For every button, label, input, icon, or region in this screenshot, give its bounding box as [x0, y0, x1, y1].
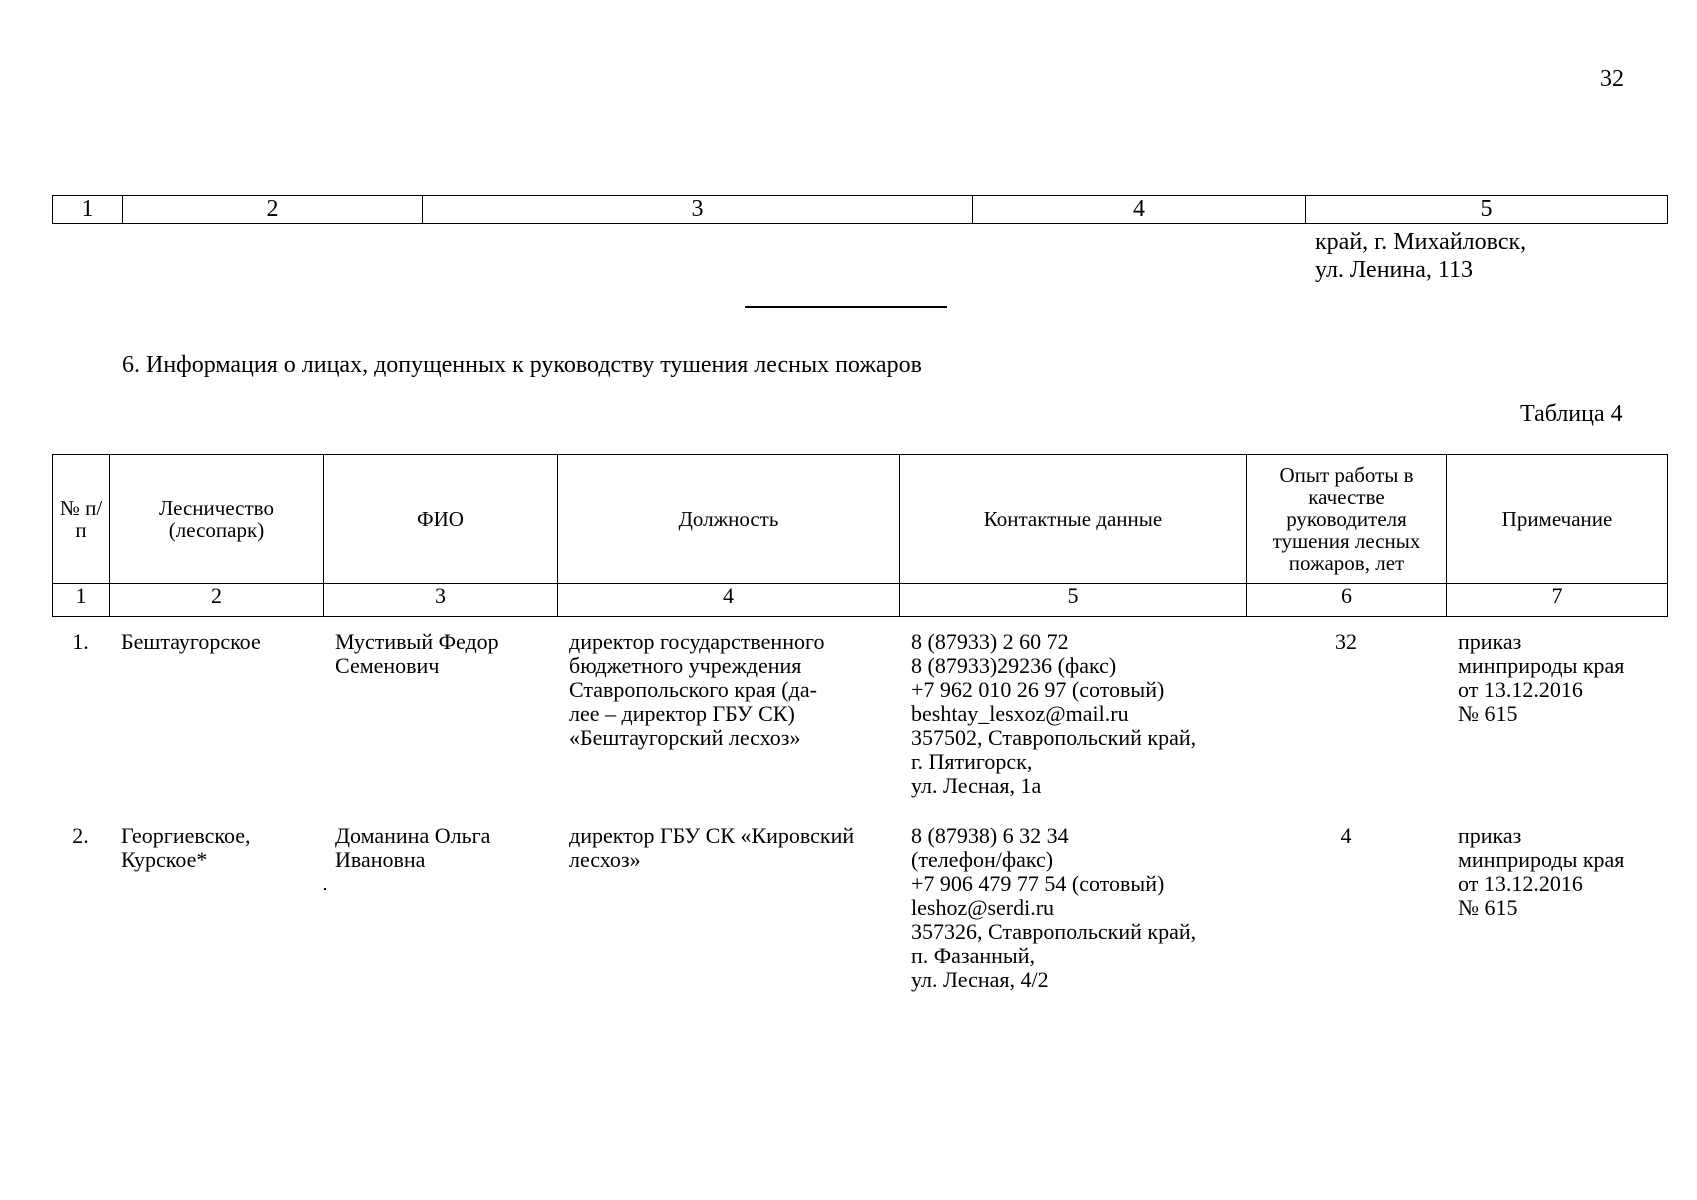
- header-col-3: 3: [423, 196, 973, 224]
- note-line: приказ: [1458, 823, 1522, 848]
- note-line: от 13.12.2016: [1458, 871, 1583, 896]
- table-row: [52, 824, 1667, 1018]
- section-title: 6. Информация о лицах, допущенных к руководству тушения лесных пожаров: [122, 352, 922, 378]
- continuation-line: край, г. Михайловск,: [1315, 229, 1527, 255]
- note-line: от 13.12.2016: [1458, 677, 1583, 702]
- row-fio: Мустивый Федор Семенович: [335, 629, 499, 678]
- page-number: 32: [1600, 66, 1624, 92]
- contact-line: +7 962 010 26 97 (сотовый): [911, 677, 1165, 702]
- position-line: директор государственного: [569, 629, 825, 654]
- row-note: [1446, 630, 1667, 824]
- col-number-6: 6: [1247, 584, 1447, 617]
- header-num: № п/п: [53, 455, 110, 584]
- contact-line: п. Фазанный,: [911, 943, 1035, 968]
- continuation-text: [1315, 228, 1526, 284]
- row-contacts: [899, 630, 1246, 824]
- header-col-4: 4: [973, 196, 1306, 224]
- col-number-5: 5: [900, 584, 1247, 617]
- header-fio: ФИО: [324, 455, 558, 584]
- table-label: Таблица 4: [1520, 401, 1623, 427]
- stray-mark: [324, 888, 326, 890]
- table-row: [52, 630, 1667, 824]
- position-line: лее – директор ГБУ СК): [569, 701, 795, 726]
- header-col-1: 1: [53, 196, 123, 224]
- position-line: бюджетного учреждения: [569, 653, 802, 678]
- header-position: Должность: [558, 455, 900, 584]
- contact-line: leshoz@serdi.ru: [911, 895, 1055, 920]
- contact-line: 8 (87938) 6 32 34: [911, 823, 1069, 848]
- contact-line: 357326, Ставропольский край,: [911, 919, 1197, 944]
- contact-line: (телефон/факс): [911, 847, 1054, 872]
- note-line: № 615: [1458, 895, 1518, 920]
- contact-line: 8 (87933)29236 (факс): [911, 653, 1117, 678]
- position-line: директор ГБУ СК «Кировский: [569, 823, 855, 848]
- header-note: Примечание: [1447, 455, 1668, 584]
- row-fio: Доманина Ольга Ивановна: [335, 823, 491, 872]
- row-note: [1446, 824, 1667, 1018]
- contact-line: beshtay_lesxoz@mail.ru: [911, 701, 1129, 726]
- contact-line: +7 906 479 77 54 (сотовый): [911, 871, 1165, 896]
- continuation-header-row: [52, 195, 1668, 224]
- header-col-5: 5: [1306, 196, 1668, 224]
- row-experience: 4: [1340, 823, 1352, 848]
- continuation-line: ул. Ленина, 113: [1315, 257, 1473, 283]
- contact-line: г. Пятигорск,: [911, 749, 1033, 774]
- row-position: [557, 824, 899, 1018]
- contact-line: 357502, Ставропольский край,: [911, 725, 1197, 750]
- row-num: 1.: [72, 629, 89, 654]
- separator-line: [745, 306, 947, 308]
- position-line: Ставропольского края (да-: [569, 677, 817, 702]
- contact-line: ул. Лесная, 1а: [911, 773, 1042, 798]
- col-number-1: 1: [53, 584, 110, 617]
- row-forestry: Бештаугорское: [121, 629, 261, 654]
- note-line: приказ: [1458, 629, 1522, 654]
- position-line: лесхоз»: [569, 847, 641, 872]
- col-number-3: 3: [324, 584, 558, 617]
- note-line: № 615: [1458, 701, 1518, 726]
- row-position: [557, 630, 899, 824]
- header-contacts: Контактные данные: [900, 455, 1247, 584]
- col-number-7: 7: [1447, 584, 1668, 617]
- col-number-4: 4: [558, 584, 900, 617]
- persons-table-body: [52, 630, 1667, 1018]
- col-number-2: 2: [110, 584, 324, 617]
- note-line: минприроды края: [1458, 847, 1625, 872]
- row-num: 2.: [72, 823, 89, 848]
- header-experience: Опыт работы в качестве руководителя тушения лесных пожаров, лет: [1247, 455, 1447, 584]
- position-line: «Бештаугорский лесхоз»: [569, 725, 801, 750]
- contact-line: ул. Лесная, 4/2: [911, 967, 1049, 992]
- header-col-2: 2: [123, 196, 423, 224]
- contact-line: 8 (87933) 2 60 72: [911, 629, 1069, 654]
- persons-table-header: [52, 454, 1668, 617]
- row-experience: 32: [1335, 629, 1357, 654]
- note-line: минприроды края: [1458, 653, 1625, 678]
- row-contacts: [899, 824, 1246, 1018]
- row-forestry: Георгиевское, Курское*: [121, 823, 251, 872]
- header-forestry: Лесничество (лесопарк): [110, 455, 324, 584]
